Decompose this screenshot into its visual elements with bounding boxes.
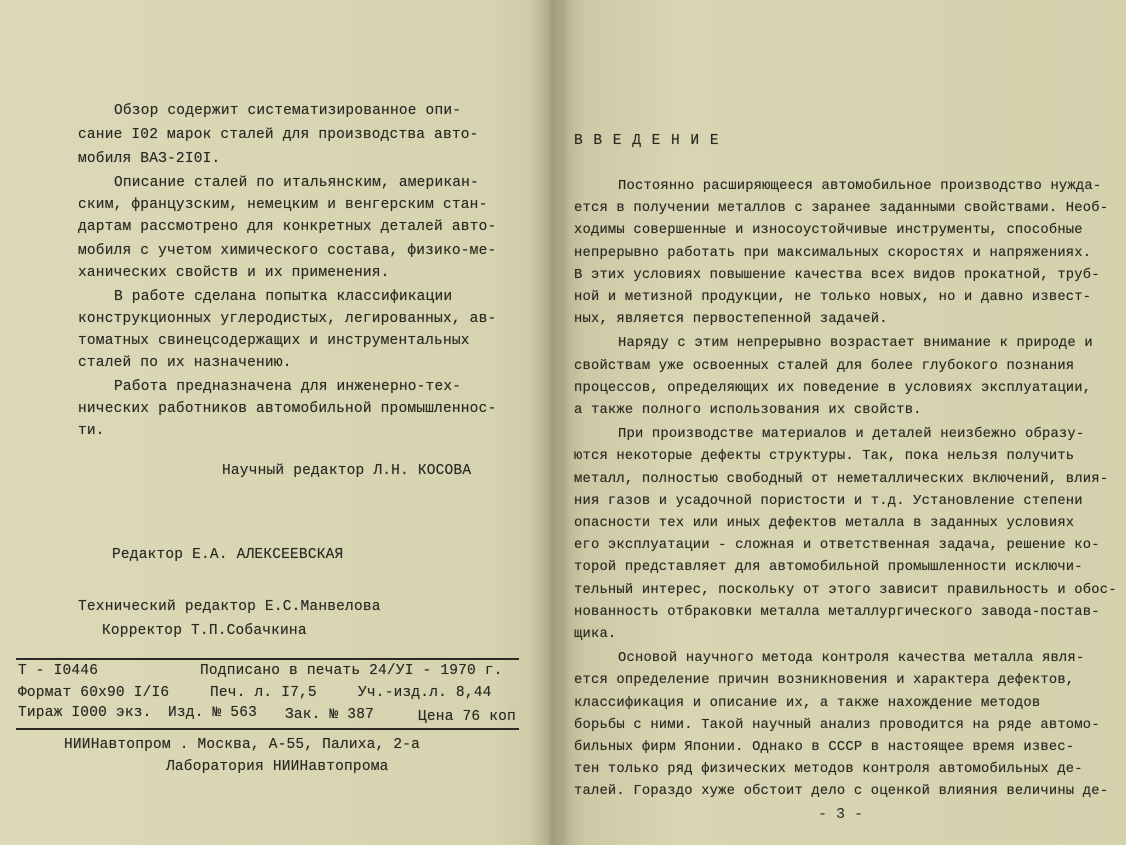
- proofreader-line: Корректор Т.П.Собачкина: [102, 623, 307, 639]
- introduction-line: ется в получении металлов с заранее заданными свойствами. Необ-: [574, 201, 1109, 217]
- abstract-line: В работе сделана попытка классификации: [114, 289, 453, 305]
- introduction-line: Основой научного метода контроля качества металла явля-: [618, 651, 1085, 667]
- abstract-line: томатных свинецсодержащих и инструментальных: [78, 333, 470, 349]
- abstract-line: Обзор содержит систематизированное опи-: [114, 103, 462, 119]
- editor-line: Редактор Е.А. АЛЕКСЕЕВСКАЯ: [112, 547, 344, 563]
- introduction-line: борьбы с ними. Такой научный анализ проводится на ряде автомо-: [574, 717, 1100, 733]
- introduction-line: тельный интерес, поскольку от этого зависит правильность и обос-: [574, 582, 1117, 598]
- left-page: [0, 0, 540, 845]
- introduction-line: ной и метизной продукции, не только новых, но и давно извест-: [574, 290, 1092, 305]
- introduction-line: ния газов и усадочной пористости и т.д. Установление степени: [574, 493, 1083, 509]
- introduction-line: а также полного использования их свойств.: [574, 403, 922, 418]
- abstract-line: сание I02 марок сталей для производства авто-: [78, 127, 479, 143]
- introduction-line: бильных фирм Японии. Однако в СССР в настоящее время извес-: [574, 740, 1075, 755]
- abstract-line: нических работников автомобильной промышленнос-: [78, 401, 497, 417]
- abstract-line: мобиля ВАЗ-2I0I.: [78, 151, 221, 167]
- introduction-line: классификация и описание их, а также нахождение методов: [574, 695, 1041, 711]
- introduction-line: торой представляет для автомобильной промышленности исключи-: [574, 560, 1083, 576]
- publisher-address: НИИНавтопром . Москва, А-55, Палиха, 2-а: [64, 737, 421, 753]
- imprint-price: Цена 76 коп: [418, 709, 516, 725]
- introduction-line: непрерывно работать при максимальных скоростях и напряжениях.: [574, 245, 1092, 261]
- abstract-line: ти.: [78, 423, 105, 439]
- imprint-signed-for-print: Подписано в печать 24/УI - 1970 г.: [200, 663, 503, 679]
- technical-editor-line: Технический редактор Е.С.Манвелова: [78, 599, 381, 615]
- scientific-editor-line: Научный редактор Л.Н. КОСОВА: [222, 463, 472, 479]
- introduction-line: нованность отбраковки металла металлургического завода-постав-: [574, 604, 1100, 620]
- introduction-line: металл, полностью свободный от неметаллических включений, влия-: [574, 471, 1109, 487]
- introduction-line: опасности тех или иных дефектов металла в заданных условиях: [574, 516, 1075, 531]
- abstract-line: ским, французским, немецким и венгерским стан-: [78, 197, 488, 213]
- introduction-line: ных, является первостепенной задачей.: [574, 312, 888, 328]
- imprint-rule-bottom: [16, 728, 519, 730]
- imprint-order-code: Т - I0446: [18, 663, 99, 679]
- abstract-line: Работа предназначена для инженерно-тех-: [114, 379, 462, 395]
- introduction-line: Наряду с этим непрерывно возрастает внимание к природе и: [618, 336, 1093, 352]
- abstract-line: дартам рассмотрено для конкретных деталей авто-: [78, 219, 497, 235]
- introduction-heading: В В Е Д Е Н И Е: [574, 133, 720, 149]
- imprint-print-sheets: Печ. л. I7,5: [210, 685, 317, 701]
- right-page: [560, 0, 1126, 845]
- introduction-line: процессов, определяющих их поведение в условиях эксплуатации,: [574, 380, 1092, 396]
- abstract-line: ханических свойств и их применения.: [78, 265, 390, 281]
- page-number: - 3 -: [818, 806, 864, 823]
- imprint-edition-no: Изд. № 563: [168, 705, 258, 721]
- introduction-line: ются некоторые дефекты структуры. Так, пока нельзя получить: [574, 449, 1075, 465]
- introduction-line: ется определение причин возникновения и характера дефектов,: [574, 673, 1075, 689]
- introduction-line: Постоянно расширяющееся автомобильное производство нужда-: [618, 179, 1102, 194]
- introduction-line: ходимы совершенные и износоустойчивые инструменты, способные: [574, 223, 1083, 239]
- abstract-line: мобиля с учетом химического состава, физико-ме-: [78, 243, 497, 259]
- abstract-line: Описание сталей по итальянским, американ-: [114, 175, 479, 191]
- introduction-line: талей. Гораздо хуже обстоит дело с оценкой влияния величины де-: [574, 784, 1109, 800]
- abstract-line: конструкционных углеродистых, легированных, ав-: [78, 311, 497, 327]
- imprint-format: Формат 60х90 I/I6: [18, 685, 170, 701]
- introduction-line: тен только ряд физических методов контроля автомобильных де-: [574, 762, 1083, 778]
- introduction-line: его эксплуатации - сложная и ответственная задача, решение ко-: [574, 538, 1100, 554]
- imprint-rule-top: [16, 658, 519, 660]
- abstract-line: сталей по их назначению.: [78, 355, 292, 371]
- introduction-line: В этих условиях повышение качества всех видов прокатной, труб-: [574, 267, 1100, 283]
- imprint-publisher-sheets: Уч.-изд.л. 8,44: [358, 685, 492, 701]
- laboratory-line: Лаборатория НИИНавтопрома: [166, 759, 389, 775]
- introduction-line: При производстве материалов и деталей неизбежно образу-: [618, 427, 1085, 443]
- imprint-order-no: Зак. № 387: [285, 707, 375, 723]
- imprint-print-run: Тираж I000 экз.: [18, 705, 152, 721]
- introduction-line: щика.: [574, 627, 617, 642]
- introduction-line: свойствам уже освоенных сталей для более глубокого познания: [574, 358, 1075, 374]
